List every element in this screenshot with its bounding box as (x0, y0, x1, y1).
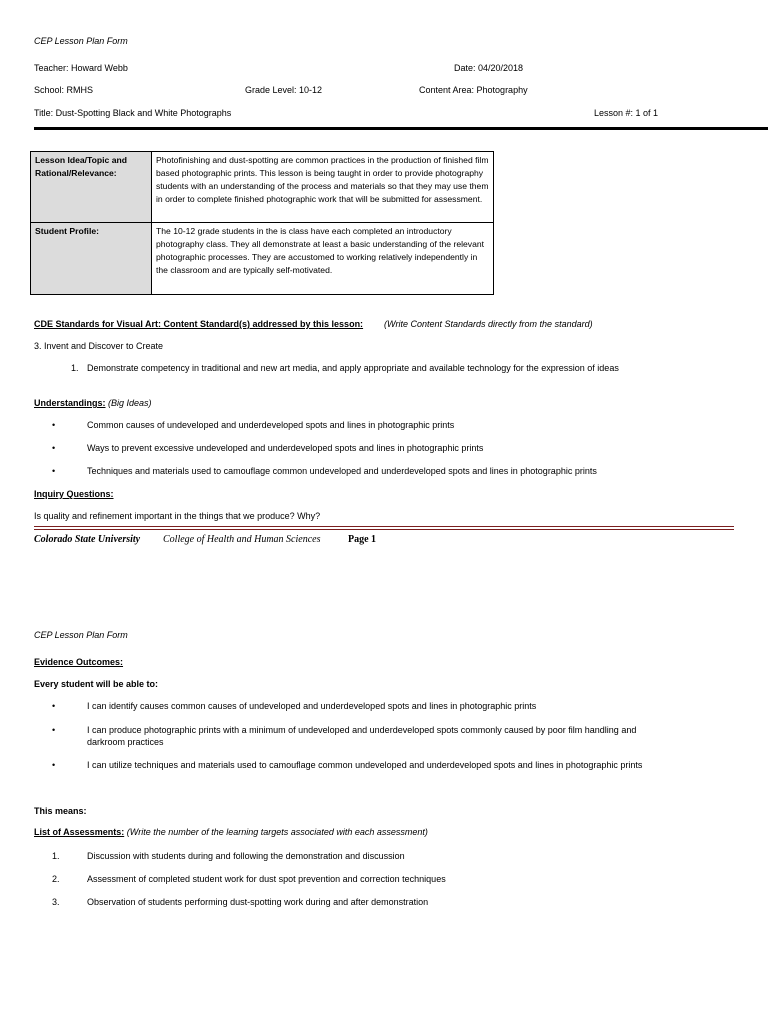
assessments-heading: List of Assessments: (34, 827, 125, 837)
header-rule (34, 127, 768, 130)
cde-note: (Write Content Standards directly from the standard) (384, 319, 593, 329)
date-field: Date: 04/20/2018 (454, 63, 524, 73)
assessment-item: Observation of students performing dust-spotting work during and after demonstration (87, 897, 429, 907)
lesson-number-field: Lesson #: 1 of 1 (594, 108, 659, 118)
lesson-table (30, 151, 494, 295)
table-row (31, 152, 494, 223)
form-title: CEP Lesson Plan Form (34, 630, 128, 640)
understandings-note: (Big Ideas) (108, 398, 152, 408)
table-header-cell: Student Profile: (31, 223, 152, 295)
assessments-note: (Write the number of the learning targets associated with each assessment) (126, 827, 428, 837)
teacher-field: Teacher: Howard Webb (34, 63, 128, 73)
outcome-item: I can identify causes common causes of undeveloped and underdeveloped spots and lines in photographic prints (87, 701, 537, 711)
assessments-header (34, 827, 428, 837)
outcome-item-continued: darkroom practices (87, 737, 164, 747)
table-header-cell: Lesson Idea/Topic and Rational/Relevance: (31, 152, 152, 223)
cde-heading: CDE Standards for Visual Art: Content Standard(s) addressed by this lesson: (34, 319, 364, 329)
assessment-number: 2. (52, 874, 60, 884)
bullet-icon: • (52, 725, 56, 735)
bullet-icon: • (52, 466, 56, 476)
understanding-item: Ways to prevent excessive undeveloped and underdeveloped spots and lines in photographic prints (87, 443, 484, 453)
outcome-item: I can produce photographic prints with a minimum of undeveloped and underdeveloped spots commonly caused by poor film handling and (87, 725, 637, 735)
footer-page-number: Page 1 (348, 534, 377, 545)
assessment-item: Assessment of completed student work for dust spot prevention and correction techniques (87, 874, 446, 884)
content-area-field: Content Area: Photography (419, 85, 528, 95)
footer-rule (34, 526, 734, 527)
table-body-cell: The 10-12 grade students in the is class have each completed an introductory photography class. They all demonstrate at least a basic understanding of the relevant photographic processes. They are accustomed to working relatively independently in the classroom and are typically self-motivated. (152, 223, 494, 295)
assessment-number: 1. (52, 851, 60, 861)
understandings-heading: Understandings: (34, 398, 106, 408)
standard-item-text: Demonstrate competency in traditional and new art media, and apply appropriate and available technology for the expression of ideas (87, 363, 619, 373)
bullet-icon: • (52, 420, 56, 430)
grade-field: Grade Level: 10-12 (245, 85, 323, 95)
footer-rule (34, 529, 734, 530)
evidence-heading: Evidence Outcomes: (34, 657, 124, 667)
table-row (31, 223, 494, 295)
table-body-cell: Photofinishing and dust-spotting are common practices in the production of finished film based photographic prints. This lesson is being taught in order to provide photography students with an understanding of the process and materials so that they may use them in order to complete finished photographic work that will be submitted for assessment. (152, 152, 494, 223)
bullet-icon: • (52, 760, 56, 770)
form-title: CEP Lesson Plan Form (34, 36, 128, 46)
footer-university: Colorado State University (34, 534, 141, 545)
assessment-item: Discussion with students during and following the demonstration and discussion (87, 851, 405, 861)
standard-item-number: 1. (71, 363, 79, 373)
assessment-number: 3. (52, 897, 60, 907)
understanding-item: Techniques and materials used to camouflage common undeveloped and underdeveloped spots and lines in photographic prints (87, 466, 597, 476)
inquiry-heading: Inquiry Questions: (34, 489, 114, 499)
understanding-item: Common causes of undeveloped and underdeveloped spots and lines in photographic prints (87, 420, 455, 430)
every-student-text: Every student will be able to: (34, 679, 159, 689)
school-field: School: RMHS (34, 85, 94, 95)
inquiry-question: Is quality and refinement important in the things that we produce? Why? (34, 511, 321, 521)
footer-college: College of Health and Human Sciences (163, 534, 321, 545)
title-field: Title: Dust-Spotting Black and White Photographs (34, 108, 232, 118)
understandings-header (34, 398, 152, 408)
outcome-item: I can utilize techniques and materials used to camouflage common undeveloped and underdeveloped spots and lines in photographic prints (87, 760, 643, 770)
bullet-icon: • (52, 443, 56, 453)
standard-3: 3. Invent and Discover to Create (34, 341, 164, 351)
this-means-text: This means: (34, 806, 87, 816)
bullet-icon: • (52, 701, 56, 711)
